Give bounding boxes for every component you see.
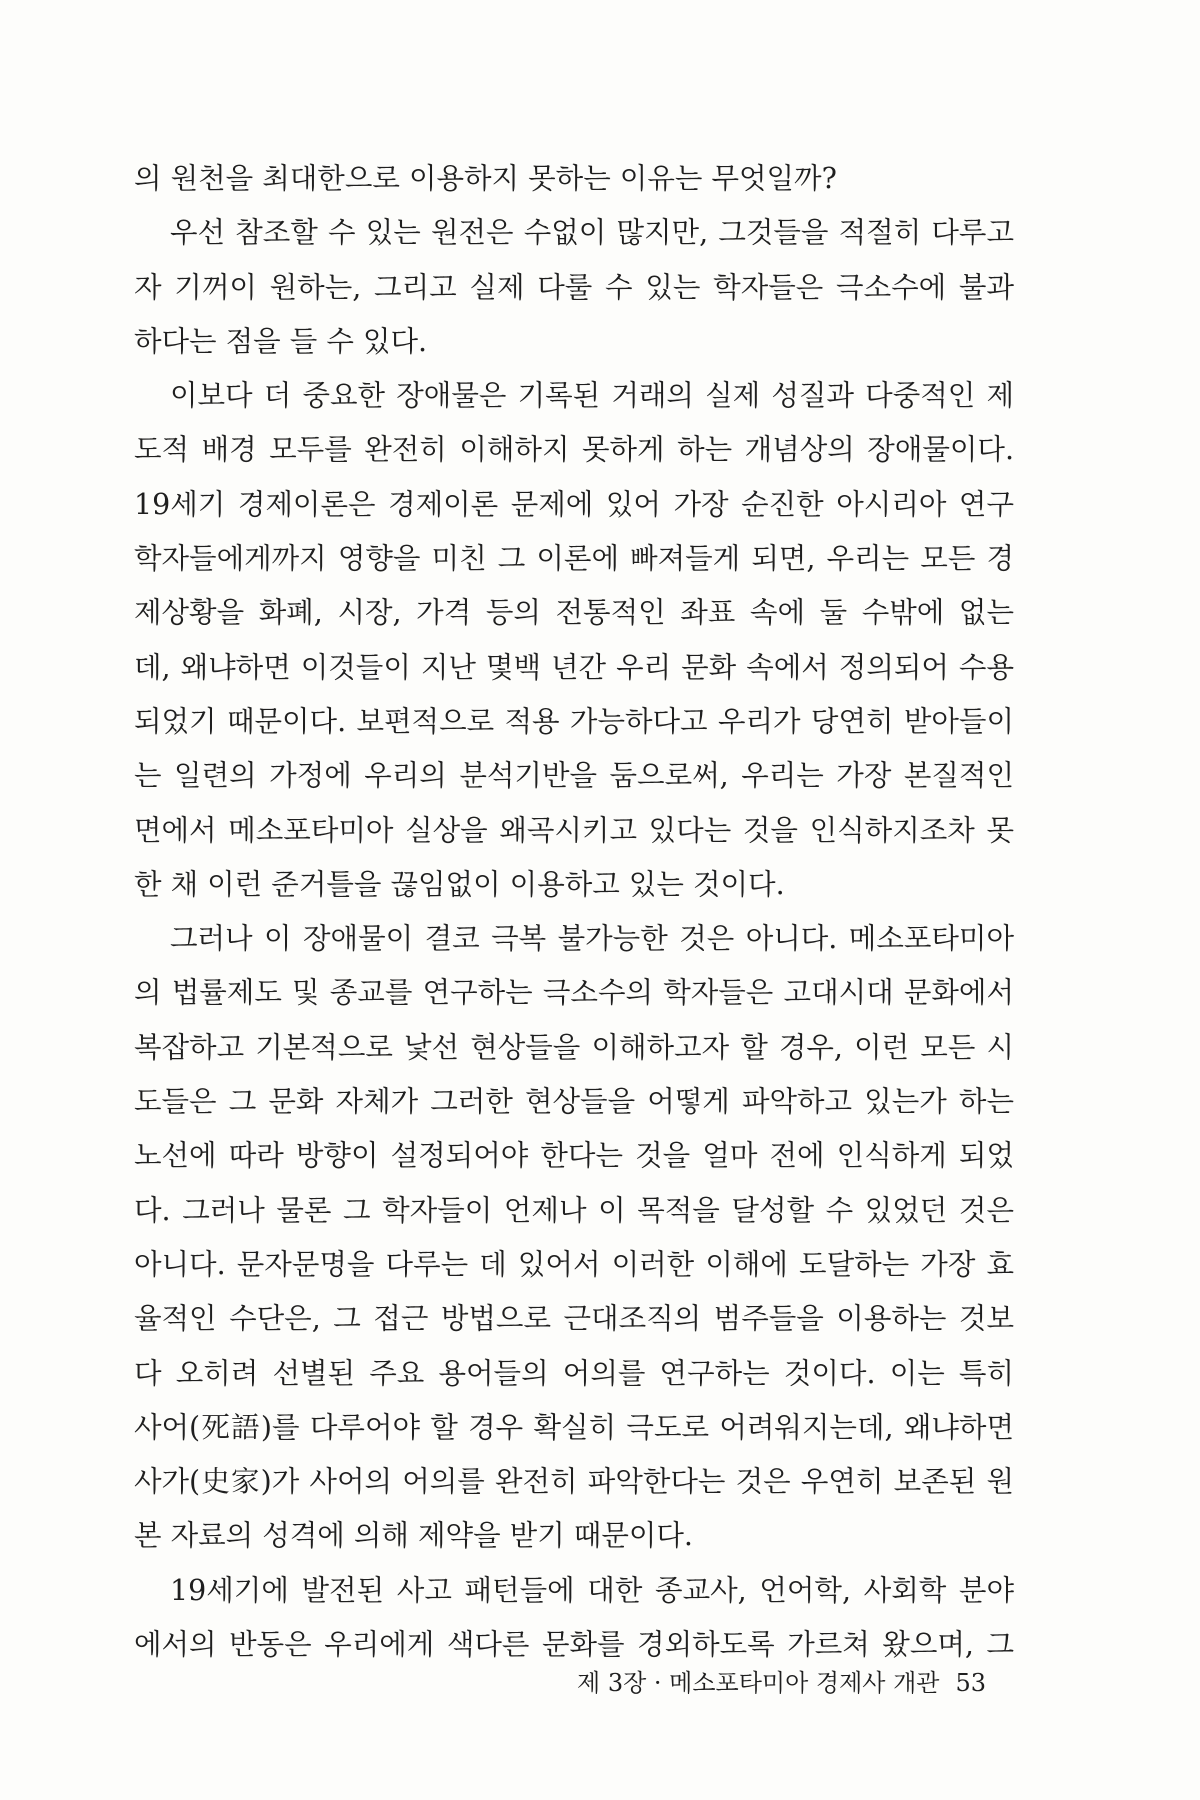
- text-line: 도적 배경 모두를 완전히 이해하지 못하게 하는 개념상의 장애물이다.: [134, 433, 1014, 467]
- text-line: 다. 그러나 물론 그 학자들이 언제나 이 목적을 달성할 수 있었던 것은: [134, 1193, 1014, 1227]
- text-line: 19세기 경제이론은 경제이론 문제에 있어 가장 순진한 아시리아 연구: [134, 487, 1014, 521]
- text-line: 본 자료의 성격에 의해 제약을 받기 때문이다.: [134, 1519, 693, 1553]
- text-line: 19세기에 발전된 사고 패턴들에 대한 종교사, 언어학, 사회학 분야: [170, 1573, 1014, 1607]
- text-line: 그러나 이 장애물이 결코 극복 불가능한 것은 아니다. 메소포타미아: [170, 922, 1014, 956]
- page-footer: [577, 1663, 986, 1698]
- text-line: 하다는 점을 들 수 있다.: [134, 324, 428, 358]
- text-line: 의 법률제도 및 종교를 연구하는 극소수의 학자들은 고대시대 문화에서: [134, 976, 1014, 1010]
- text-line: 는 일련의 가정에 우리의 분석기반을 둠으로써, 우리는 가장 본질적인: [134, 759, 1014, 793]
- running-head: 제 3장 · 메소포타미아 경제사 개관: [577, 1669, 940, 1697]
- text-line: 사어(死語)를 다루어야 할 경우 확실히 극도로 어려워지는데, 왜냐하면: [134, 1410, 1014, 1444]
- body-text: [134, 152, 1014, 1672]
- text-line: 이보다 더 중요한 장애물은 기록된 거래의 실제 성질과 다중적인 제: [170, 379, 1014, 413]
- text-line: 복잡하고 기본적으로 낯선 현상들을 이해하고자 할 경우, 이런 모든 시: [134, 1030, 1014, 1064]
- text-line: 면에서 메소포타미아 실상을 왜곡시키고 있다는 것을 인식하지조차 못: [134, 813, 1014, 847]
- page-number: 53: [955, 1669, 986, 1697]
- text-line: 율적인 수단은, 그 접근 방법으로 근대조직의 범주들을 이용하는 것보: [134, 1302, 1014, 1336]
- text-line: 한 채 이런 준거틀을 끊임없이 이용하고 있는 것이다.: [134, 867, 785, 901]
- text-line: 데, 왜냐하면 이것들이 지난 몇백 년간 우리 문화 속에서 정의되어 수용: [134, 650, 1014, 684]
- text-line: 노선에 따라 방향이 설정되어야 한다는 것을 얼마 전에 인식하게 되었: [134, 1139, 1014, 1173]
- text-line: 도들은 그 문화 자체가 그러한 현상들을 어떻게 파악하고 있는가 하는: [134, 1085, 1014, 1119]
- text-line: 학자들에게까지 영향을 미친 그 이론에 빠져들게 되면, 우리는 모든 경: [134, 542, 1014, 576]
- text-line: 우선 참조할 수 있는 원전은 수없이 많지만, 그것들을 적절히 다루고: [170, 216, 1014, 250]
- text-line: 제상황을 화폐, 시장, 가격 등의 전통적인 좌표 속에 둘 수밖에 없는: [134, 596, 1014, 630]
- text-line: 에서의 반동은 우리에게 색다른 문화를 경외하도록 가르쳐 왔으며, 그: [134, 1628, 1014, 1662]
- text-line: 사가(史家)가 사어의 어의를 완전히 파악한다는 것은 우연히 보존된 원: [134, 1465, 1014, 1499]
- text-line: 아니다. 문자문명을 다루는 데 있어서 이러한 이해에 도달하는 가장 효: [134, 1247, 1014, 1281]
- text-line: 되었기 때문이다. 보편적으로 적용 가능하다고 우리가 당연히 받아들이: [134, 704, 1014, 738]
- text-line: 자 기꺼이 원하는, 그리고 실제 다룰 수 있는 학자들은 극소수에 불과: [134, 270, 1014, 304]
- text-line: 다 오히려 선별된 주요 용어들의 어의를 연구하는 것이다. 이는 특히: [134, 1356, 1014, 1390]
- text-line: 의 원천을 최대한으로 이용하지 못하는 이유는 무엇일까?: [134, 162, 837, 195]
